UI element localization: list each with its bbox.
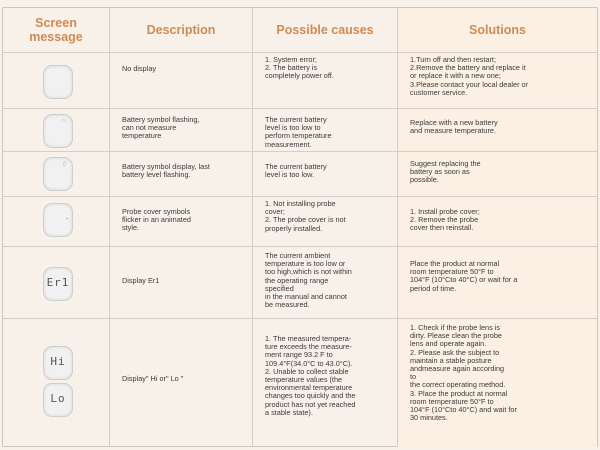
er1-display: Er1 xyxy=(43,267,73,301)
screen-cell xyxy=(3,247,110,319)
battery-flash-icon: ▭ xyxy=(43,114,73,148)
screen-cell xyxy=(3,152,110,197)
description-cell: Probe cover symbols flicker in an animated style. xyxy=(110,197,253,247)
solutions-cell: 1.Turn off and then restart; 2.Remove the battery and replace it or replace it with a new one; 3.Please contact your local dealer or customer service. xyxy=(398,53,597,109)
probe-cover-icon: ▪ xyxy=(43,203,73,237)
header-description: Description xyxy=(110,8,253,53)
description-cell: Battery symbol display, last battery level flashing. xyxy=(110,152,253,197)
causes-cell: 1. System error; 2. The battery is completely power off. xyxy=(253,53,398,109)
causes-cell: The current battery level is too low. xyxy=(253,152,398,197)
causes-cell: The current battery level is too low to perform temperature measurement. xyxy=(253,109,398,152)
troubleshooting-table xyxy=(2,7,598,447)
blank-display-icon xyxy=(43,65,73,99)
solutions-cell: Place the product at normal room temperature 50°F to 104°F (10°Cto 40°C) or wait for a period of time. xyxy=(398,247,597,319)
screen-cell xyxy=(3,197,110,247)
solutions-cell: Suggest replacing the battery as soon as possible. xyxy=(398,152,597,197)
lo-display: Lo xyxy=(43,383,73,417)
screen-cell xyxy=(3,53,110,109)
description-cell: Display" Hi or" Lo " xyxy=(110,319,253,447)
header-screen-message: Screen message xyxy=(3,8,110,53)
solutions-cell: 1. Check if the probe lens is dirty. Please clean the probe lens and operate again. 2. Please ask the subject to maintain a stable posture andmeasure again according to the correct operating method. 3. Place the product at normal room temperature 50°F to 104°F (10°Cto 40°C) and wait for 30 minutes. xyxy=(398,319,597,447)
screen-cell xyxy=(3,109,110,152)
description-cell: Display Er1 xyxy=(110,247,253,319)
causes-cell: 1. The measured tempera- ture exceeds the measure- ment range 93.2 F to 109.4°F(34.0°C to 43.0°C). 2. Unable to collect stable temperature values (the environmental temperature changes too quickly and the product has not yet reached a stable state). xyxy=(253,319,398,447)
causes-cell: 1. Not installing probe cover; 2. The probe cover is not properly installed. xyxy=(253,197,398,247)
hi-display: Hi xyxy=(43,346,73,380)
screen-cell xyxy=(3,319,110,447)
description-cell: No display xyxy=(110,53,253,109)
causes-cell: The current ambient temperature is too low or too high,which is not within the operating range specified in the manual and cannot be measured. xyxy=(253,247,398,319)
battery-last-level-icon: ▯ xyxy=(43,157,73,191)
header-solutions: Solutions xyxy=(398,8,597,53)
header-possible-causes: Possible causes xyxy=(253,8,398,53)
solutions-cell: 1. Install probe cover; 2. Remove the probe cover then reinstall. xyxy=(398,197,597,247)
solutions-cell: Replace with a new battery and measure temperature. xyxy=(398,109,597,152)
description-cell: Battery symbol flashing, can not measure temperature xyxy=(110,109,253,152)
